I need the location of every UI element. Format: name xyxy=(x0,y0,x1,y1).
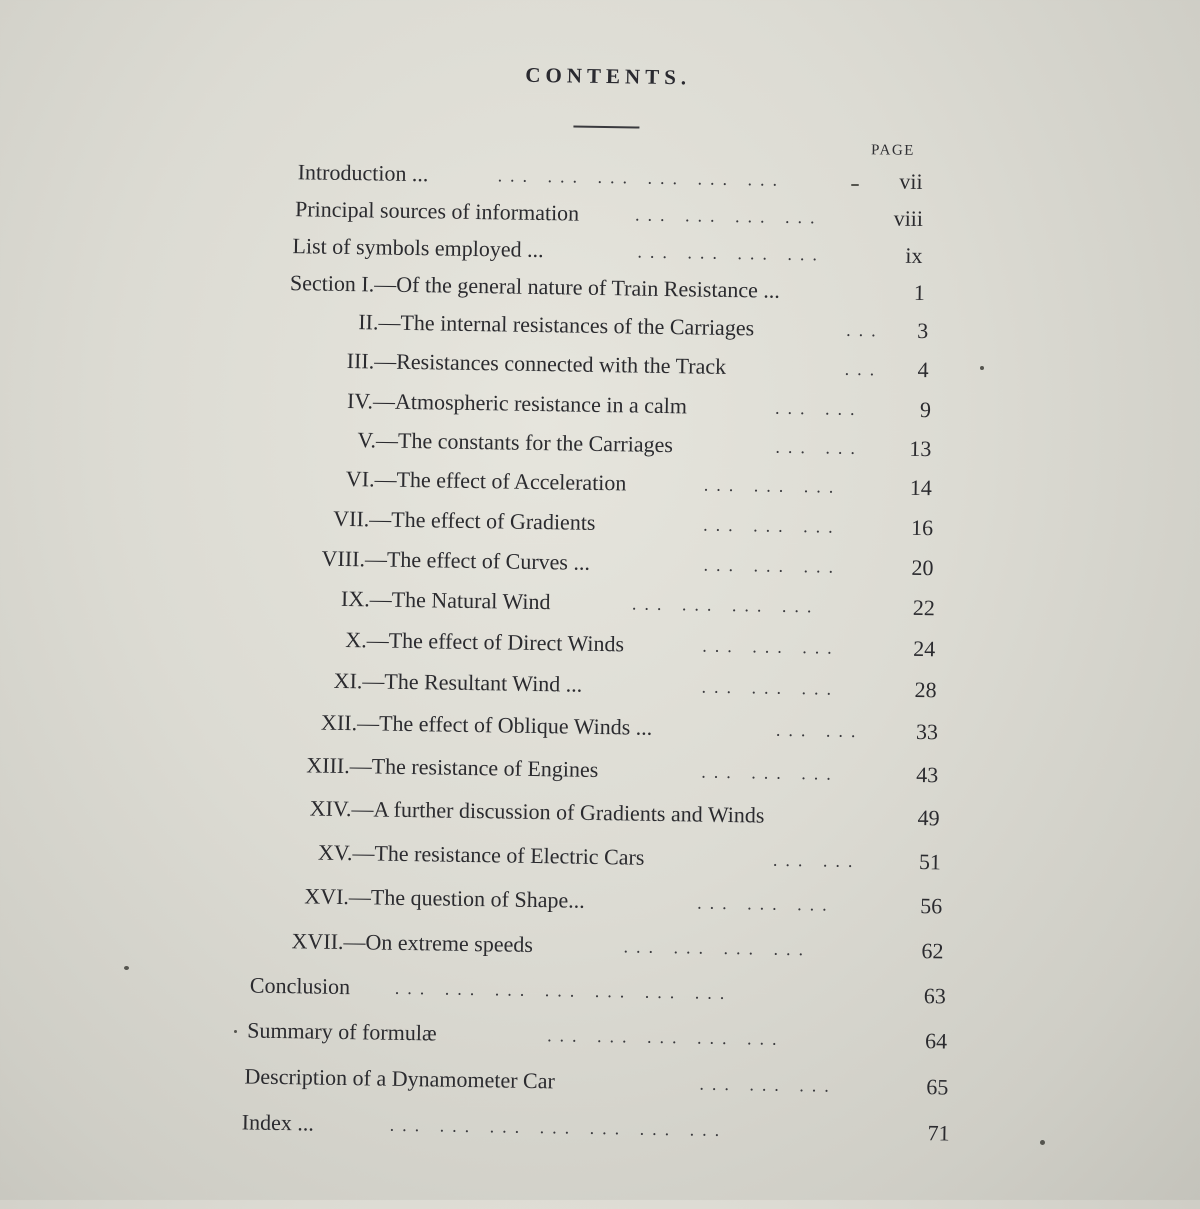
toc-leader: ... ... ... ... xyxy=(631,593,820,617)
toc-entry-page: 33 xyxy=(915,718,939,745)
toc-entry xyxy=(295,192,923,236)
toc-entry-label: VI.—The effect of Acceleration xyxy=(345,465,627,496)
toc-leader: ... xyxy=(844,358,883,380)
toc-entry-label: VII.—The effect of Gradients xyxy=(333,505,596,535)
toc-entry-label: Section I.—Of the general nature of Train Resistance ... xyxy=(289,270,781,303)
toc-leader: ... ... ... xyxy=(702,635,840,658)
toc-entry-label: X.—The effect of Direct Winds xyxy=(345,627,625,657)
toc-entry-label: XVII.—On extreme speeds xyxy=(291,928,534,957)
toc-entry-page: 16 xyxy=(910,514,934,541)
toc-entry xyxy=(309,791,939,835)
toc-entry xyxy=(250,969,947,1014)
paper-speck xyxy=(1040,1140,1045,1145)
toc-entry xyxy=(304,879,944,923)
toc-entry-label: XVI.—The question of Shape... xyxy=(304,883,585,913)
toc-entry-label: XIV.—A further discussion of Gradients and Winds xyxy=(309,795,765,828)
toc-entry-page: 51 xyxy=(918,849,942,875)
toc-entry-label: Introduction ... xyxy=(297,159,429,187)
toc-entry-page: 62 xyxy=(921,938,944,964)
toc-entry xyxy=(346,462,932,505)
paper-speck xyxy=(234,1030,237,1033)
toc-leader: ... ... ... ... xyxy=(623,936,812,960)
toc-entry-label: XV.—The resistance of Electric Cars xyxy=(317,839,645,870)
toc-leader: ... ... ... xyxy=(703,474,842,497)
toc-entry-page: 9 xyxy=(919,397,932,423)
toc-leader: ... ... ... xyxy=(701,761,839,784)
toc-entry-label: VIII.—The effect of Curves ... xyxy=(321,545,591,575)
toc-leader: ... ... ... ... xyxy=(634,204,823,228)
toc-leader: ... ... xyxy=(774,397,863,420)
toc-entry xyxy=(297,155,922,199)
toc-entry-page: 3 xyxy=(917,317,929,344)
page-column-header: PAGE xyxy=(870,142,916,159)
toc-entry xyxy=(341,582,935,625)
toc-entry xyxy=(346,384,932,427)
toc-entry-label: III.—Resistances connected with the Track xyxy=(346,347,727,379)
toc-entry-page: 14 xyxy=(909,474,933,501)
toc-entry xyxy=(333,664,936,707)
toc-entry xyxy=(241,1105,950,1150)
toc-entry-label: Index ... xyxy=(241,1109,315,1136)
paper-speck xyxy=(980,366,984,370)
toc-leader: ... ... ... ... ... ... ... xyxy=(394,977,733,1004)
toc-leader: ... ... xyxy=(775,436,864,459)
toc-entry-label: IV.—Atmospheric resistance in a calm xyxy=(346,388,688,419)
toc-entry-label: IX.—The Natural Wind xyxy=(340,585,551,615)
toc-entry xyxy=(292,229,924,273)
toc-leader: ... ... ... ... ... ... ... xyxy=(389,1114,728,1141)
toc-leader: ... ... ... xyxy=(697,892,835,915)
toc-entry-label: XI.—The Resultant Wind ... xyxy=(333,667,583,697)
toc-entry xyxy=(346,344,928,387)
toc-entry-page: ix xyxy=(905,242,923,269)
toc-entry-page: 13 xyxy=(909,435,932,462)
toc-entry-page: 64 xyxy=(924,1028,948,1054)
toc-leader: ... ... xyxy=(772,849,861,872)
toc-entry-label: Description of a Dynamometer Car xyxy=(244,1063,555,1094)
toc-entry-label: XII.—The effect of Oblique Winds ... xyxy=(320,709,653,740)
toc-entry-label: Principal sources of information xyxy=(294,196,580,226)
toc-entry-label: II.—The internal resistances of the Carriages xyxy=(358,309,755,341)
toc-entry xyxy=(291,924,945,968)
toc-leader: ... ... xyxy=(775,719,864,742)
toc-entry-page: 63 xyxy=(923,983,947,1009)
toc-leader: ... ... ... ... ... ... xyxy=(497,165,786,190)
toc-entry-page: 1 xyxy=(913,279,926,306)
title-rule xyxy=(573,126,639,129)
toc-entry-page: 22 xyxy=(912,594,936,621)
toc-entry xyxy=(333,502,933,545)
toc-entry-page: 43 xyxy=(916,761,939,788)
toc-entry xyxy=(345,623,935,666)
toc-entry-page: 20 xyxy=(911,554,934,581)
toc-entry xyxy=(318,836,942,880)
toc-entry-label: List of symbols employed ... xyxy=(292,233,544,263)
toc-entry-page: 56 xyxy=(920,893,943,919)
toc-entry xyxy=(306,748,938,792)
toc-entry-page: 65 xyxy=(926,1074,949,1100)
toc-leader: ... ... ... ... ... xyxy=(547,1025,785,1049)
toc-entry xyxy=(290,266,925,310)
toc-entry-page: 71 xyxy=(927,1120,950,1146)
toc-entry xyxy=(244,1059,949,1104)
toc-leader: ... ... ... ... xyxy=(637,241,826,265)
toc-entry-label: Summary of formulæ xyxy=(247,1017,437,1046)
toc-entry-page: 4 xyxy=(917,356,929,383)
toc-entry-page: 28 xyxy=(914,676,937,703)
toc-entry-page: 24 xyxy=(913,635,936,662)
toc-entry xyxy=(247,1014,948,1059)
toc-leader: ... ... ... xyxy=(703,514,841,537)
toc-entry-page: 49 xyxy=(917,805,940,831)
toc-leader: ... ... ... xyxy=(699,1073,838,1096)
paper-speck xyxy=(124,966,129,970)
toc-entry-label: Conclusion xyxy=(249,972,351,1000)
toc-entry xyxy=(321,542,933,586)
toc-entry xyxy=(321,706,937,750)
page-title: CONTENTS. xyxy=(525,62,692,90)
toc-leader: ... ... ... xyxy=(703,554,842,577)
toc-entry xyxy=(357,423,931,466)
toc-entry-page: viii xyxy=(893,205,924,232)
toc-entry xyxy=(358,305,928,348)
toc-entry-page: vii xyxy=(899,168,923,195)
toc-entry-label: XIII.—The resistance of Engines xyxy=(306,752,599,782)
toc-leader: ... ... ... xyxy=(701,676,840,699)
paper-speck xyxy=(851,184,859,186)
toc-entry-label: V.—The constants for the Carriages xyxy=(357,427,674,458)
toc-leader: ... xyxy=(846,319,884,341)
